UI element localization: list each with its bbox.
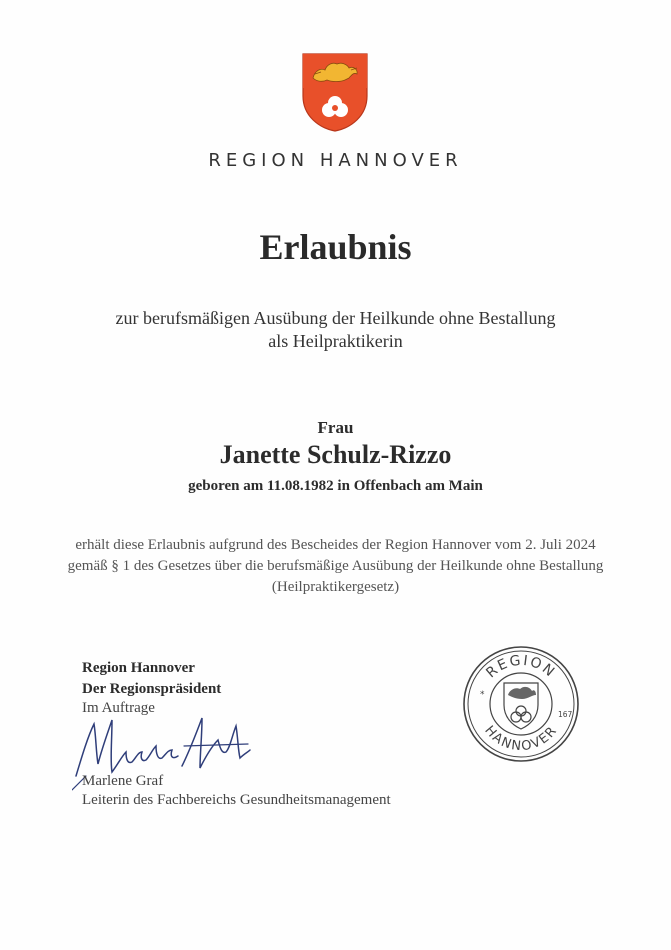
document-subtitle-line-2: als Heilpraktikerin	[268, 331, 403, 351]
seal-number: 167	[558, 710, 573, 719]
authority-name: REGION HANNOVER	[208, 150, 463, 171]
body-text-line-1: erhält diese Erlaubnis aufgrund des Bescheides der Region Hannover vom 2. Juli 2024	[75, 537, 596, 553]
coat-of-arms-icon	[301, 52, 369, 132]
document-subtitle-line-1: zur berufsmäßigen Ausübung der Heilkunde ohne Bestallung	[115, 308, 556, 328]
svg-text:REGION	[483, 653, 558, 682]
signatory-role: Der Regionspräsident	[82, 681, 222, 697]
signatory-organization: Region Hannover	[82, 660, 195, 676]
document-title: Erlaubnis	[259, 227, 412, 267]
signatory-name: Marlene Graf	[82, 773, 164, 789]
svg-text:*: *	[480, 690, 485, 700]
recipient-birth-info: geboren am 11.08.1982 in Offenbach am Main	[188, 478, 483, 494]
body-text-line-2: gemäß § 1 des Gesetzes über die berufsmäßige Ausübung der Heilkunde ohne Bestallung	[67, 558, 604, 574]
body-text-line-3: (Heilpraktikergesetz)	[271, 579, 400, 595]
recipient-salutation: Frau	[317, 418, 354, 437]
recipient-name: Janette Schulz-Rizzo	[219, 440, 452, 469]
official-seal-icon	[462, 645, 580, 763]
seal-text-bottom: HANNOVER	[481, 723, 561, 755]
seal-text-top: REGION	[483, 652, 559, 682]
signatory-position: Leiterin des Fachbereichs Gesundheitsmanagement	[82, 792, 391, 808]
signatory-on-behalf: Im Auftrage	[82, 700, 155, 716]
